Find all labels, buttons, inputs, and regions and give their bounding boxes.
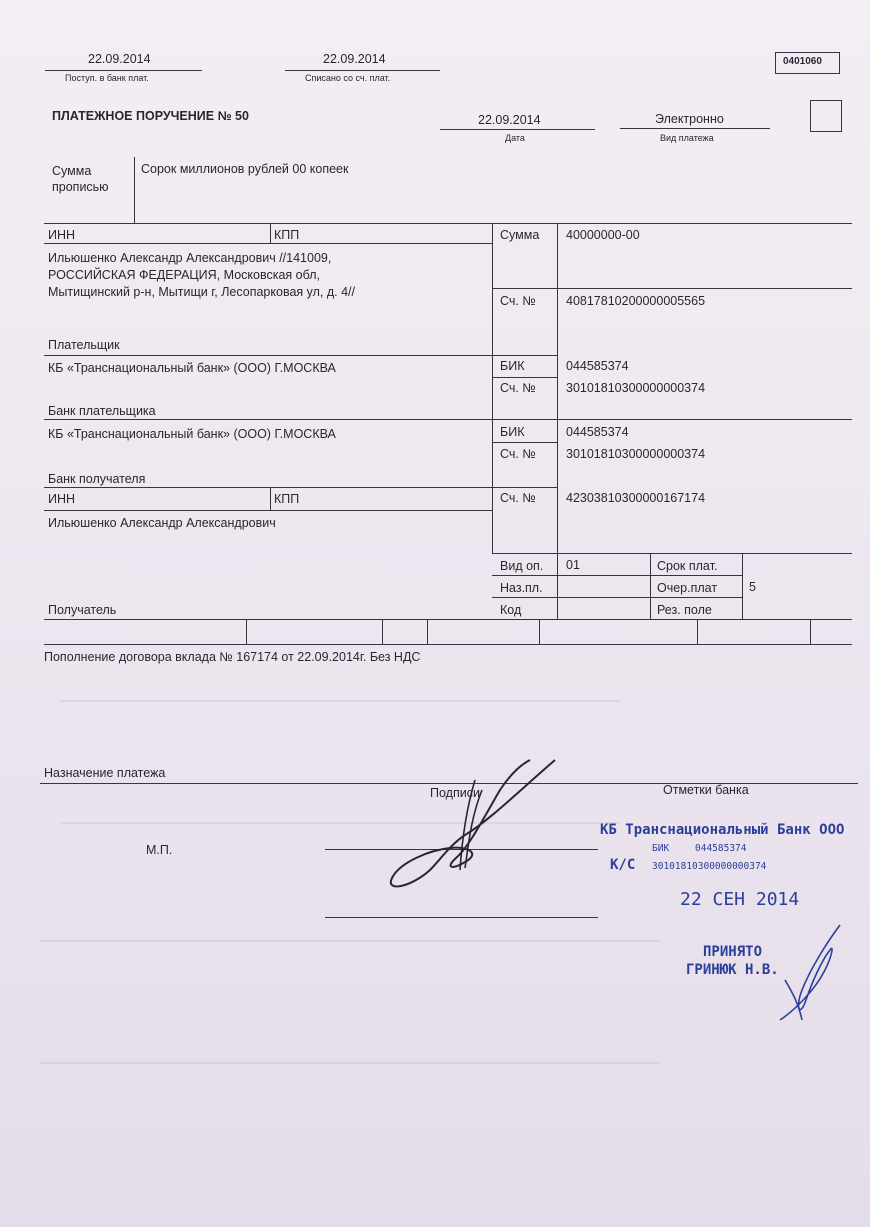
grid-line bbox=[492, 377, 557, 378]
payee-account-label: Сч. № bbox=[500, 491, 536, 505]
payer-name-line3: Мытищинский р-н, Мытищи г, Лесопарковая ул, д. 4// bbox=[48, 285, 355, 299]
payee-name: Ильюшенко Александр Александрович bbox=[48, 516, 276, 530]
stamp-ks-label: К/С bbox=[610, 857, 636, 873]
amount-words-label-line1: Сумма bbox=[52, 164, 92, 178]
grid-line bbox=[557, 223, 558, 619]
grid-line bbox=[742, 553, 743, 619]
stamp-accepted: ПРИНЯТО bbox=[703, 944, 763, 960]
grid-line bbox=[810, 619, 811, 644]
grid-line bbox=[270, 487, 271, 510]
bleed-through-decoration bbox=[40, 940, 660, 1064]
grid-line bbox=[427, 619, 428, 644]
signature-line-2 bbox=[325, 917, 598, 918]
payer-bank-name: КБ «Транснациональный банк» (ООО) Г.МОСКВА bbox=[48, 361, 336, 375]
payer-inn-label: ИНН bbox=[48, 228, 76, 242]
payer-account-label: Сч. № bbox=[500, 294, 536, 308]
payee-kpp-label: КПП bbox=[274, 492, 300, 506]
grid-line bbox=[44, 487, 557, 488]
payee-bank-bik-value: 044585374 bbox=[566, 425, 629, 439]
payment-type-line bbox=[620, 128, 770, 129]
bank-marks-label: Отметки банка bbox=[663, 783, 749, 797]
document-date-label: Дата bbox=[505, 133, 525, 143]
amount-words-label-line2: прописью bbox=[52, 180, 109, 194]
signatures-label: Подписи bbox=[430, 786, 480, 800]
payer-label: Плательщик bbox=[48, 338, 120, 352]
payer-bank-bik-value: 044585374 bbox=[566, 359, 629, 373]
document-title: ПЛАТЕЖНОЕ ПОРУЧЕНИЕ № 50 bbox=[52, 109, 249, 123]
amount-words-divider bbox=[134, 157, 135, 223]
payer-bank-account-value: 30101810300000000374 bbox=[566, 381, 706, 395]
payee-bank-label: Банк получателя bbox=[48, 472, 146, 486]
ocher-plat-value: 5 bbox=[749, 580, 756, 594]
stamp-bik-label: БИК bbox=[652, 843, 670, 854]
document-date-value: 22.09.2014 bbox=[478, 113, 541, 127]
grid-line bbox=[492, 553, 852, 554]
date-received-value: 22.09.2014 bbox=[88, 52, 151, 66]
payee-bank-account-value: 30101810300000000374 bbox=[566, 447, 706, 461]
amount-words-value: Сорок миллионов рублей 00 копеек bbox=[141, 162, 349, 176]
grid-line bbox=[44, 223, 852, 224]
grid-line bbox=[492, 575, 742, 576]
amount-label: Сумма bbox=[500, 228, 540, 242]
vid-op-value: 01 bbox=[566, 558, 580, 572]
payee-inn-label: ИНН bbox=[48, 492, 76, 506]
grid-line bbox=[492, 288, 852, 289]
payee-label: Получатель bbox=[48, 603, 117, 617]
payment-type-value: Электронно bbox=[655, 112, 724, 126]
naz-pl-label: Наз.пл. bbox=[500, 581, 543, 595]
stamp-bik-value: 044585374 bbox=[695, 843, 747, 854]
grid-line bbox=[270, 223, 271, 243]
payment-purpose-text: Пополнение договора вклада № 167174 от 22.09.2014г. Без НДС bbox=[44, 650, 421, 664]
payer-name-line1: Ильюшенко Александр Александрович //141009, bbox=[48, 251, 332, 265]
date-debited-value: 22.09.2014 bbox=[323, 52, 386, 66]
officer-signature-drawing bbox=[740, 920, 850, 1040]
date-received-label: Поступ. в банк плат. bbox=[65, 73, 149, 83]
vid-op-label: Вид оп. bbox=[500, 559, 544, 573]
grid-line bbox=[44, 355, 557, 356]
grid-line bbox=[492, 597, 742, 598]
stamp-bank-name: КБ Транснациональный Банк ООО bbox=[600, 822, 845, 838]
grid-line bbox=[650, 553, 651, 619]
stamp-ks-value: 30101810300000000374 bbox=[652, 861, 767, 872]
grid-line bbox=[44, 510, 492, 511]
grid-line bbox=[44, 243, 492, 244]
date-debited-label: Списано со сч. плат. bbox=[305, 73, 391, 83]
payer-signature-drawing bbox=[370, 750, 570, 900]
date-received-line bbox=[45, 70, 202, 71]
grid-line bbox=[492, 442, 557, 443]
mp-label: М.П. bbox=[146, 843, 173, 857]
grid-line bbox=[697, 619, 698, 644]
payer-account-value: 40817810200000005565 bbox=[566, 294, 706, 308]
amount-value: 40000000-00 bbox=[566, 228, 640, 242]
payment-type-label: Вид платежа bbox=[660, 133, 714, 143]
grid-line bbox=[44, 644, 852, 645]
stamp-officer: ГРИНЮК Н.В. bbox=[686, 962, 779, 978]
srok-plat-label: Срок плат. bbox=[657, 559, 718, 573]
payer-bank-account-label: Сч. № bbox=[500, 381, 536, 395]
form-code: 0401060 bbox=[783, 56, 822, 67]
grid-line bbox=[44, 419, 852, 420]
payment-purpose-label: Назначение платежа bbox=[44, 766, 166, 780]
payee-bank-account-label: Сч. № bbox=[500, 447, 536, 461]
grid-line bbox=[382, 619, 383, 644]
payee-bank-name: КБ «Транснациональный банк» (ООО) Г.МОСКВА bbox=[48, 427, 336, 441]
grid-line bbox=[44, 619, 852, 620]
kod-label: Код bbox=[500, 603, 522, 617]
grid-line bbox=[246, 619, 247, 644]
status-checkbox bbox=[810, 100, 842, 132]
date-debited-line bbox=[285, 70, 440, 71]
document-date-line bbox=[440, 129, 595, 130]
ocher-plat-label: Очер.плат bbox=[657, 581, 718, 595]
payer-bank-bik-label: БИК bbox=[500, 359, 525, 373]
grid-line bbox=[539, 619, 540, 644]
rez-pole-label: Рез. поле bbox=[657, 603, 712, 617]
payee-account-value: 42303810300000167174 bbox=[566, 491, 706, 505]
payee-bank-bik-label: БИК bbox=[500, 425, 525, 439]
grid-line bbox=[492, 223, 493, 553]
payer-bank-label: Банк плательщика bbox=[48, 404, 156, 418]
payer-name bbox=[48, 250, 355, 301]
payer-name-line2: РОССИЙСКАЯ ФЕДЕРАЦИЯ, Московская обл, bbox=[48, 268, 320, 282]
payer-kpp-label: КПП bbox=[274, 228, 300, 242]
stamp-date: 22 СЕН 2014 bbox=[680, 889, 800, 910]
amount-words-label bbox=[52, 163, 109, 195]
